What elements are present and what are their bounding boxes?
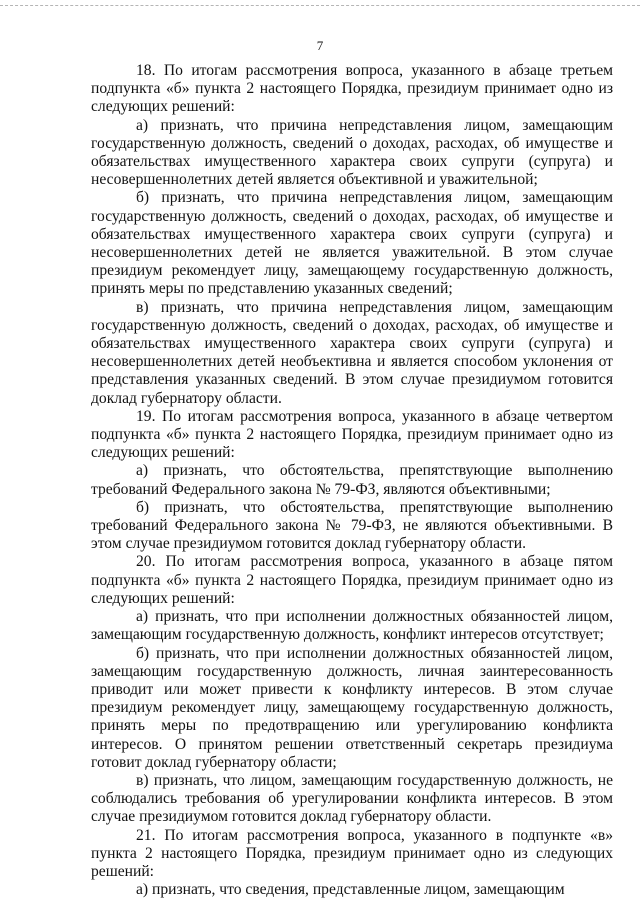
paragraph-21-a: а) признать, что сведения, представленные лицом, замещающим — [136, 881, 565, 899]
scan-top-border — [0, 5, 640, 6]
paragraph-20-b: б) признать, что при исполнении должностных обязанностей лицом, замещающим государственную должность, личная заинтересованность приводит или может привести к конфликту интересов. В этом случае президиум рекомендует лицу, замещающему государственную должность, принять меры по предотвращению или урегулированию конфликта интересов. О принятом решении ответственный секретарь президиума готовит доклад губернатору области; — [91, 644, 613, 771]
paragraph-18-a: а) признать, что причина непредставления лицом, замещающим государственную должность, сведений о доходах, расходах, об имуществе и обязательствах имущественного характера своих супруги (супруга) и несовершеннолетних детей является объективной и уважительной; — [91, 116, 613, 189]
document-body — [91, 62, 613, 899]
paragraph-20-a: а) признать, что при исполнении должностных обязанностей лицом, замещающим государственную должность, конфликт интересов отсутствует; — [91, 608, 613, 644]
paragraph-19-b: б) признать, что обстоятельства, препятствующие выполнению требований Федерального закона № 79-ФЗ, не являются объективными. В этом случае президиумом готовится доклад губернатору области. — [91, 498, 613, 553]
paragraph-20: 20. По итогам рассмотрения вопроса, указанного в абзаце пятом подпункта «б» пункта 2 настоящего Порядка, президиум принимает одно из следующих решений: — [91, 553, 613, 607]
paragraph-18-v: в) признать, что причина непредставления лицом, замещающим государственную должность, сведений о доходах, расходах, об имуществе и обязательствах имущественного характера своих супруги (супруга) и несовершеннолетних детей необъективна и является способом уклонения от представления указанных сведений. В этом случае президиумом готовится доклад губернатору области. — [91, 298, 613, 407]
paragraph-18-b: б) признать, что причина непредставления лицом, замещающим государственную должность, сведений о доходах, расходах, об имуществе и обязательствах имущественного характера своих супруги (супруга) и несовершеннолетних детей не является уважительной. В этом случае президиум рекомендует лицу, замещающему государственную должность, принять меры по представлению указанных сведений; — [91, 189, 613, 298]
paragraph-19-a: а) признать, что обстоятельства, препятствующие выполнению требований Федерального закона № 79-ФЗ, являются объективными; — [91, 462, 613, 498]
page-number: 7 — [316, 38, 324, 53]
paragraph-18: 18. По итогам рассмотрения вопроса, указанного в абзаце третьем подпункта «б» пункта 2 настоящего Порядка, президиум принимает одно из следующих решений: — [91, 62, 613, 116]
paragraph-20-v: в) признать, что лицом, замещающим государственную должность, не соблюдались требования об урегулировании конфликта интересов. В этом случае президиумом готовится доклад губернатору области. — [91, 771, 613, 826]
paragraph-19: 19. По итогам рассмотрения вопроса, указанного в абзаце четвертом подпункта «б» пункта 2 настоящего Порядка, президиум принимает одно из следующих решений: — [91, 407, 613, 462]
paragraph-21: 21. По итогам рассмотрения вопроса, указанного в подпункте «в» пункта 2 настоящего Порядка, президиум принимает одно из следующих решений: — [91, 826, 613, 880]
